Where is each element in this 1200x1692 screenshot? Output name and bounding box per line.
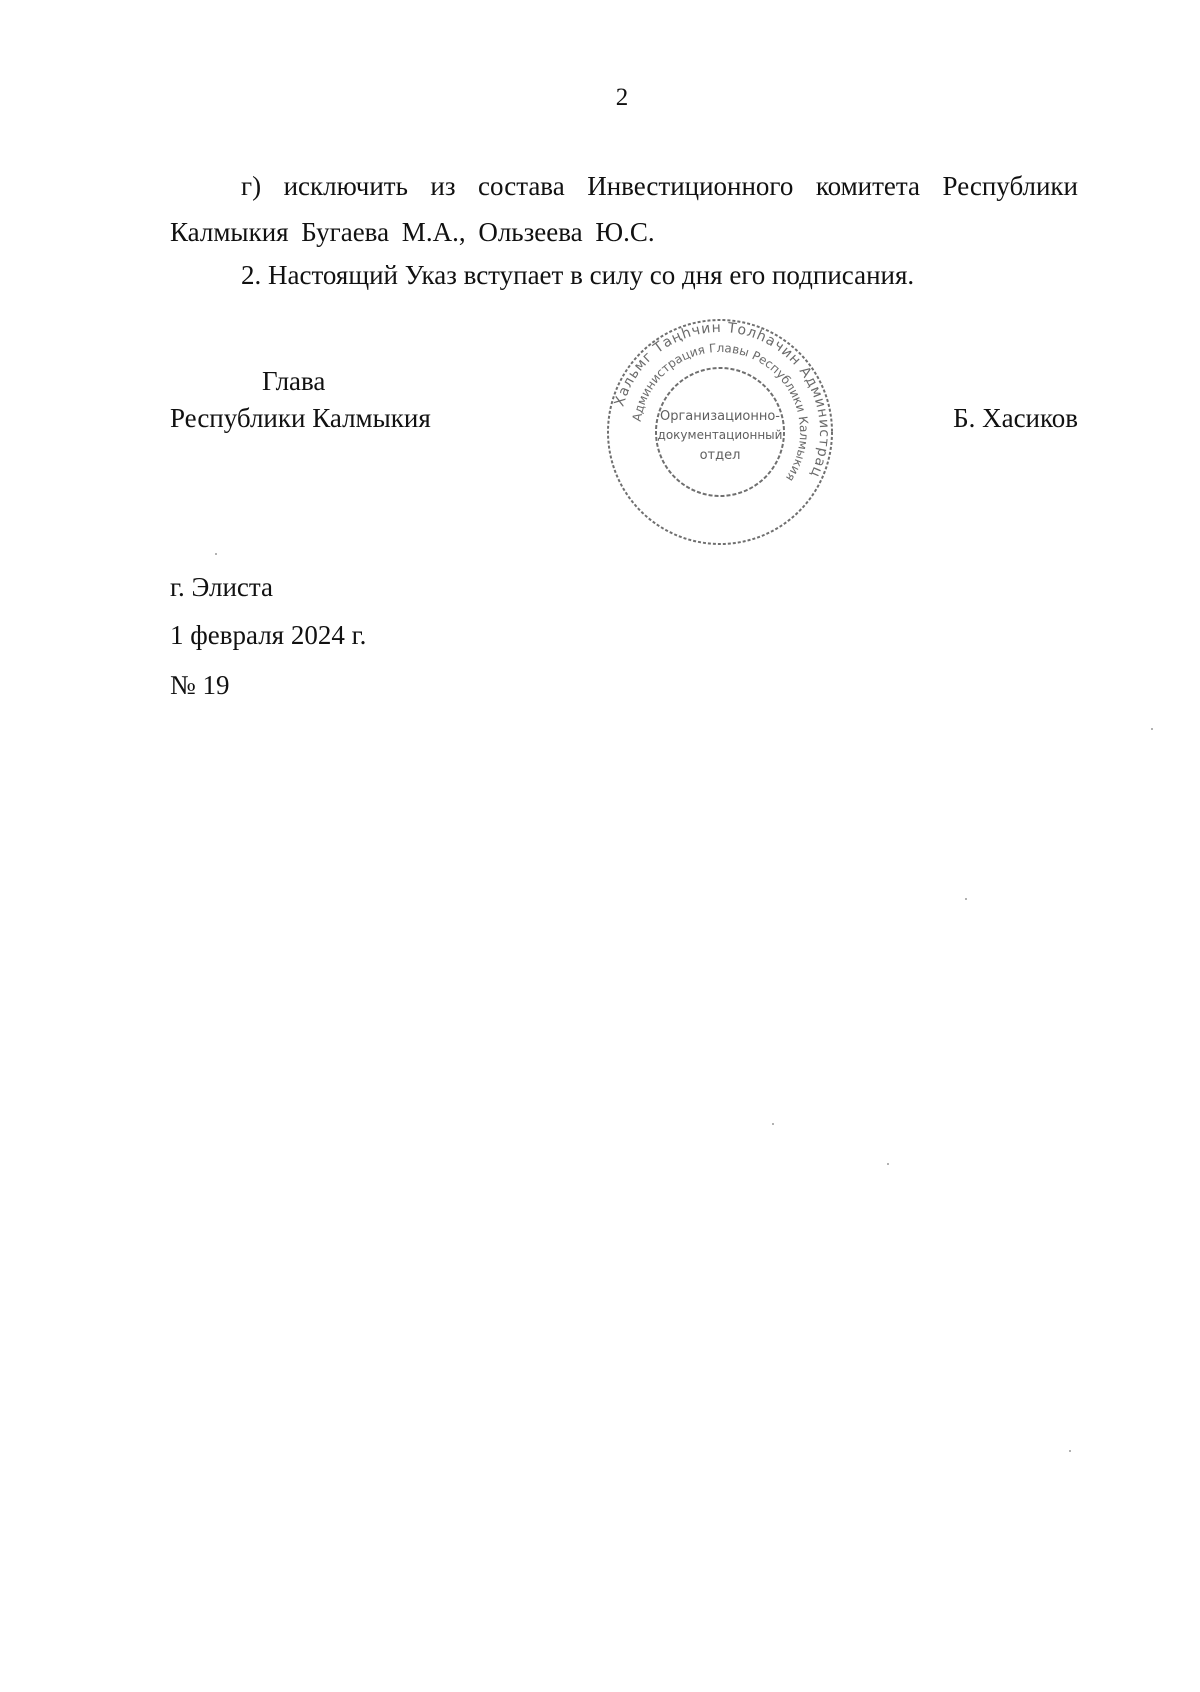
issue-date: 1 февраля 2024 г. [170, 620, 367, 650]
stamp-center-line-3: отдел [699, 448, 741, 463]
stamp-inner-text: Администрация Главы Республики Калмыкия [629, 340, 812, 484]
signature-name: Б. Хасиков [953, 403, 1078, 433]
scan-speck [215, 553, 217, 555]
stamp-center-line-1: Организационно- [659, 409, 781, 424]
stamp-center-line-2: документационный [657, 428, 783, 442]
scan-speck [772, 1123, 774, 1125]
official-stamp [600, 312, 840, 552]
signature-title-line-2: Республики Калмыкия [170, 403, 431, 433]
scan-speck [1151, 728, 1153, 730]
paragraph-effective-date: 2. Настоящий Указ вступает в силу со дня его подписания. [241, 260, 915, 290]
paragraph-exclude-members: г) исключить из состава Инвестиционного комитета Республики Калмыкия Бугаева М.А., Ользеева Ю.С. [170, 171, 1078, 247]
scan-speck [1069, 1450, 1071, 1452]
scan-speck [887, 1163, 889, 1165]
signature-title-line-1: Глава [262, 366, 326, 396]
document-number: № 19 [170, 670, 230, 700]
issue-place: г. Элиста [170, 572, 274, 602]
stamp-outer-text: Хальмг Таңһчин Толһачин Администрац [611, 319, 833, 481]
page-number: 2 [615, 84, 629, 111]
scan-speck [965, 898, 967, 900]
